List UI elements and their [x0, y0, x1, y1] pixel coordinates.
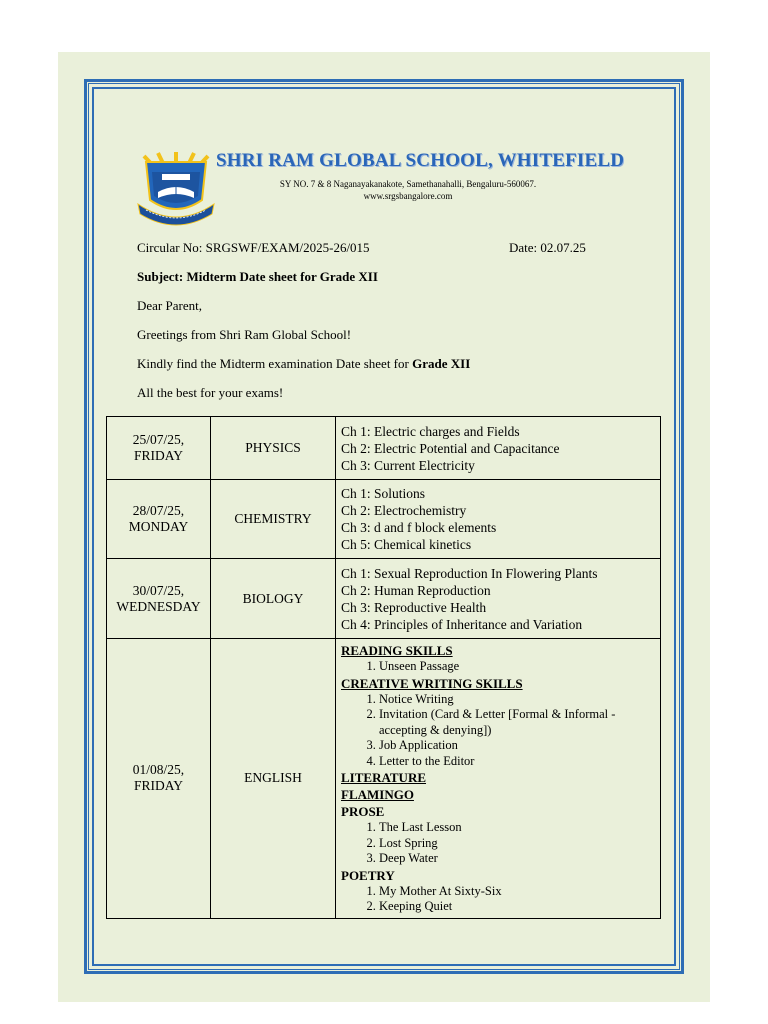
circular-date: Date: 02.07.25: [509, 240, 586, 255]
exam-date: 25/07/25,: [132, 432, 185, 447]
school-address: SY NO. 7 & 8 Naganayakanakote, Samethanahalli, Bengaluru-560067.: [279, 179, 537, 189]
chapter-item: Ch 3: Reproductive Health: [341, 599, 487, 615]
exam-date-cell: [107, 559, 211, 639]
school-website: www.srgsbangalore.com: [363, 191, 453, 201]
syllabus-cell: [336, 480, 661, 559]
table-row: [107, 417, 661, 480]
exam-date: 01/08/25,: [132, 762, 185, 778]
exam-date: 28/07/25,: [132, 503, 185, 518]
list-item: 2. Lost Spring: [379, 836, 655, 852]
intro-text: Kindly find the Midterm examination Date sheet for: [137, 356, 413, 371]
exam-subject: BIOLOGY: [211, 559, 336, 639]
poetry-list: [341, 884, 655, 915]
intro-grade: Grade XII: [412, 356, 471, 371]
list-item: 1. My Mother At Sixty-Six: [379, 884, 655, 900]
exam-day: FRIDAY: [133, 778, 184, 794]
syllabus-cell: [336, 639, 661, 919]
syllabus-cell: [336, 559, 661, 639]
list-item: 3. Job Application: [379, 738, 655, 754]
exam-date-cell: [107, 639, 211, 919]
prose-list: [341, 820, 655, 867]
table-row: [107, 480, 661, 559]
poetry-heading: POETRY: [341, 867, 395, 883]
writing-skills-heading: CREATIVE WRITING SKILLS: [341, 675, 523, 691]
exam-subject: PHYSICS: [211, 417, 336, 480]
exam-day: FRIDAY: [133, 448, 184, 463]
chapter-item: Ch 2: Electric Potential and Capacitance: [341, 440, 560, 456]
table-row: [107, 559, 661, 639]
chapter-item: Ch 4: Principles of Inheritance and Variation: [341, 616, 583, 632]
exam-day: WEDNESDAY: [116, 598, 201, 614]
chapter-item: Ch 2: Human Reproduction: [341, 582, 491, 598]
reading-list: [341, 659, 655, 675]
list-item: 4. Letter to the Editor: [379, 754, 655, 770]
list-item: 2. Keeping Quiet: [379, 899, 655, 915]
list-item: 2. Invitation (Card & Letter [Formal & Informal - accepting & denying]): [379, 707, 655, 738]
best-wishes: All the best for your exams!: [137, 385, 284, 400]
school-name: SHRI RAM GLOBAL SCHOOL, WHITEFIELD: [216, 150, 625, 171]
list-item: 3. Deep Water: [379, 851, 655, 867]
exam-date-cell: [107, 480, 211, 559]
chapter-item: Ch 2: Electrochemistry: [341, 503, 467, 518]
datesheet-table: [106, 416, 661, 919]
circular-number: Circular No: SRGSWF/EXAM/2025-26/015: [137, 240, 370, 255]
exam-date: 30/07/25,: [132, 582, 185, 598]
table-row: [107, 639, 661, 919]
chapter-item: Ch 3: d and f block elements: [341, 520, 497, 535]
exam-day: MONDAY: [128, 519, 189, 534]
syllabus-cell: [336, 417, 661, 480]
exam-subject: ENGLISH: [211, 639, 336, 919]
chapter-item: Ch 5: Chemical kinetics: [341, 537, 472, 552]
reading-skills-heading: READING SKILLS: [341, 643, 453, 658]
circular-subject: Subject: Midterm Date sheet for Grade XII: [137, 269, 378, 284]
prose-heading: PROSE: [341, 804, 385, 819]
chapter-item: Ch 3: Current Electricity: [341, 457, 475, 473]
intro-line: [137, 356, 470, 372]
salutation: Dear Parent,: [137, 298, 202, 313]
list-item: 1. Notice Writing: [379, 692, 655, 708]
list-item: 1. Unseen Passage: [379, 659, 655, 675]
flamingo-heading: FLAMINGO: [341, 787, 414, 802]
school-logo: [136, 152, 216, 228]
exam-date-cell: [107, 417, 211, 480]
chapter-item: Ch 1: Electric charges and Fields: [341, 423, 520, 439]
chapter-item: Ch 1: Sexual Reproduction In Flowering Plants: [341, 565, 598, 581]
literature-heading: LITERATURE: [341, 770, 427, 785]
writing-list: [341, 692, 655, 770]
chapter-item: Ch 1: Solutions: [341, 486, 426, 501]
exam-subject: CHEMISTRY: [211, 480, 336, 559]
greeting: Greetings from Shri Ram Global School!: [137, 327, 352, 342]
list-item: 1. The Last Lesson: [379, 820, 655, 836]
